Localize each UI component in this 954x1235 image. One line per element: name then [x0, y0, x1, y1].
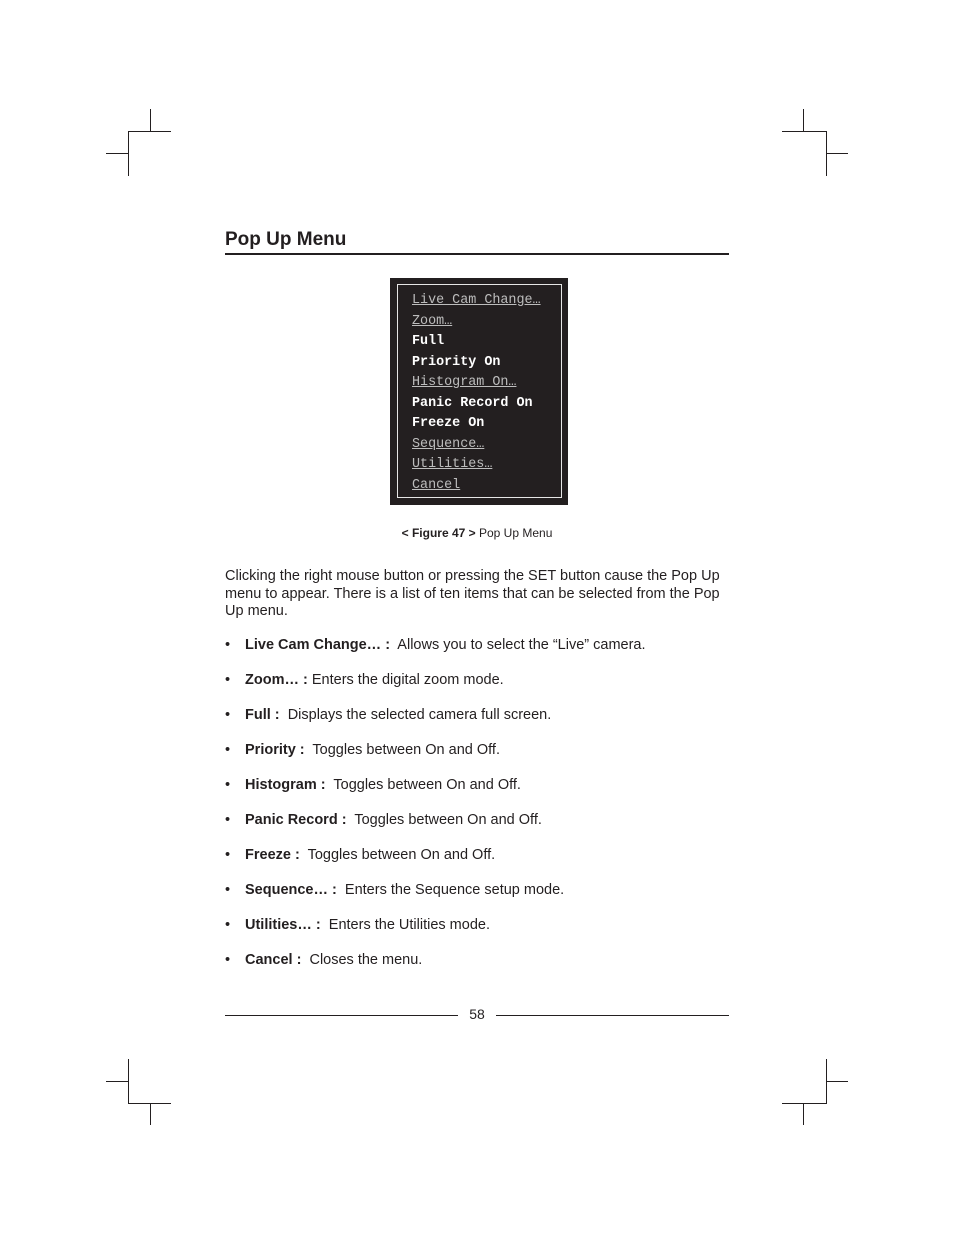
- list-item: [225, 811, 735, 846]
- menu-item-full[interactable]: Full: [412, 334, 445, 349]
- title-rule: [225, 253, 729, 255]
- bullet: •: [225, 952, 231, 968]
- menu-item-cancel[interactable]: Cancel: [412, 477, 461, 493]
- popup-menu-list: [412, 291, 541, 496]
- list-item: [225, 741, 735, 776]
- page-title: Pop Up Menu: [225, 229, 347, 250]
- item-term: Sequence… :: [245, 882, 337, 898]
- list-item: [225, 916, 735, 951]
- list-item: [225, 671, 735, 706]
- bullet: •: [225, 812, 231, 828]
- item-term: Utilities… :: [245, 917, 321, 933]
- item-text: Closes the menu.: [309, 952, 423, 968]
- list-item: [225, 636, 735, 671]
- bullet: •: [225, 882, 231, 898]
- item-text: Enters the Utilities mode.: [328, 917, 490, 933]
- item-text: Enters the digital zoom mode.: [311, 672, 504, 688]
- menu-item-utilities[interactable]: Utilities…: [412, 457, 493, 472]
- item-term: Panic Record :: [245, 812, 347, 828]
- item-term: Priority :: [245, 742, 305, 758]
- item-text: Toggles between On and Off.: [333, 777, 521, 793]
- item-text: Toggles between On and Off.: [354, 812, 542, 828]
- item-term: Live Cam Change… :: [245, 637, 391, 653]
- item-text: Toggles between On and Off.: [307, 847, 496, 863]
- item-text: Enters the Sequence setup mode.: [344, 882, 565, 898]
- list-item: [225, 881, 735, 916]
- list-item: [225, 706, 735, 741]
- popup-menu-border: [397, 284, 562, 498]
- bullet: •: [225, 742, 231, 758]
- figure-caption-text: Pop Up Menu: [479, 526, 553, 540]
- bullet: •: [225, 847, 231, 863]
- menu-item-sequence[interactable]: Sequence…: [412, 436, 485, 452]
- footer-rule-left: [225, 1015, 458, 1016]
- list-item: [225, 776, 735, 811]
- description-list: [225, 636, 735, 986]
- footer-rule-right: [496, 1015, 729, 1016]
- bullet: •: [225, 672, 231, 688]
- item-text: Toggles between On and Off.: [312, 742, 500, 758]
- item-term: Cancel :: [245, 952, 302, 968]
- bullet: •: [225, 707, 231, 723]
- intro-paragraph: Clicking the right mouse button or pressing the SET button cause the Pop Up menu to appear. There is a list of ten items that can be selected from the Pop Up menu.: [225, 568, 720, 619]
- menu-item-histogram[interactable]: Histogram On…: [412, 375, 517, 390]
- item-text: Displays the selected camera full screen.: [287, 707, 552, 723]
- item-term: Histogram :: [245, 777, 326, 793]
- figure-caption: [0, 526, 954, 540]
- item-term: Zoom… :: [245, 672, 308, 688]
- bullet: •: [225, 637, 231, 653]
- page-number: 58: [469, 1006, 485, 1022]
- item-text: Allows you to select the “Live” camera.: [397, 637, 646, 653]
- item-term: Freeze :: [245, 847, 300, 863]
- menu-item-freeze[interactable]: Freeze On: [412, 416, 485, 431]
- popup-menu-figure: [390, 278, 568, 505]
- list-item: [225, 846, 735, 881]
- item-term: Full :: [245, 707, 280, 723]
- bullet: •: [225, 777, 231, 793]
- menu-item-live-cam-change[interactable]: Live Cam Change…: [412, 293, 541, 308]
- figure-label: < Figure 47 >: [401, 526, 476, 540]
- menu-item-panic-record[interactable]: Panic Record On: [412, 395, 533, 411]
- menu-item-zoom[interactable]: Zoom…: [412, 313, 453, 329]
- menu-item-priority[interactable]: Priority On: [412, 354, 501, 370]
- bullet: •: [225, 917, 231, 933]
- list-item: [225, 951, 735, 986]
